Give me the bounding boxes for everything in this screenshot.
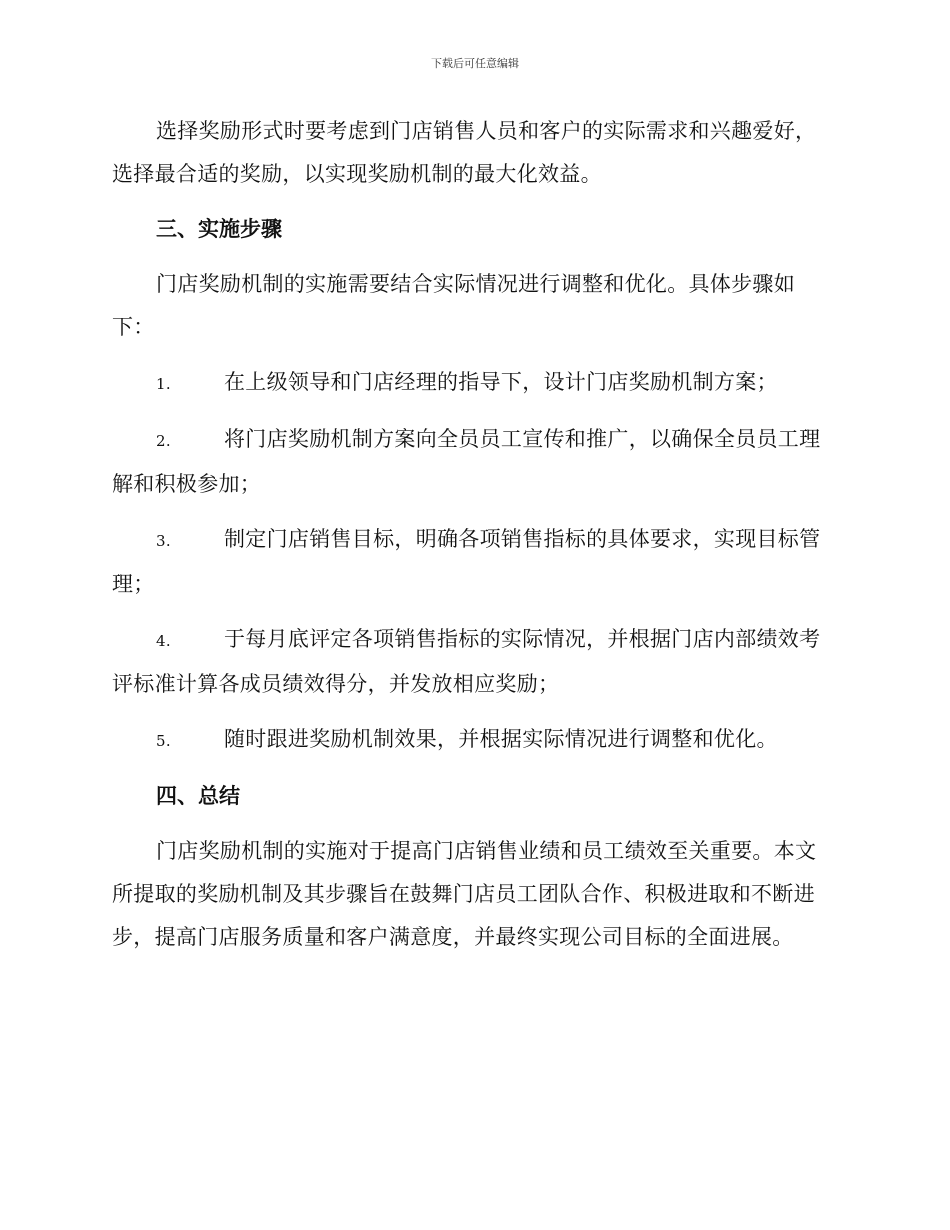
list-item-text: 随时跟进奖励机制效果，并根据实际情况进行调整和优化。: [224, 727, 778, 751]
list-item-number: 2.: [156, 432, 171, 450]
section-heading-implementation: 三、实施步骤: [156, 217, 282, 241]
section-heading-summary: 四、总结: [156, 784, 240, 808]
list-item-number: 5.: [156, 732, 171, 750]
list-item-text: 在上级领导和门店经理的指导下，设计门店奖励机制方案；: [224, 370, 778, 394]
list-item: [112, 718, 834, 763]
list-item-number: 4.: [156, 632, 171, 650]
page-header: 下载后可任意编辑: [431, 57, 519, 70]
intro-paragraph: 选择奖励形式时要考虑到门店销售人员和客户的实际需求和兴趣爱好，选择最合适的奖励，以实现奖励机制的最大化效益。: [112, 119, 817, 186]
list-item: [112, 618, 834, 706]
list-item: [112, 361, 834, 406]
document-body: [112, 110, 834, 959]
list-item-text: 制定门店销售目标，明确各项销售指标的具体要求，实现目标管理；: [112, 527, 821, 596]
list-item-number: 3.: [156, 532, 171, 550]
implementation-intro-paragraph: 门店奖励机制的实施需要结合实际情况进行调整和优化。具体步骤如下：: [112, 272, 795, 339]
list-item: [112, 518, 834, 606]
list-item-text: 于每月底评定各项销售指标的实际情况，并根据门店内部绩效考评标准计算各成员绩效得分，并发放相应奖励；: [112, 627, 821, 696]
list-item: [112, 418, 834, 506]
summary-paragraph: 门店奖励机制的实施对于提高门店销售业绩和员工绩效至关重要。本文所提取的奖励机制及其步骤旨在鼓舞门店员工团队合作、积极进取和不断进步，提高门店服务质量和客户满意度，并最终实现公司目标的全面进展。: [112, 839, 817, 949]
list-item-number: 1.: [156, 375, 171, 393]
list-item-text: 将门店奖励机制方案向全员员工宣传和推广，以确保全员员工理解和积极参加；: [112, 427, 821, 496]
